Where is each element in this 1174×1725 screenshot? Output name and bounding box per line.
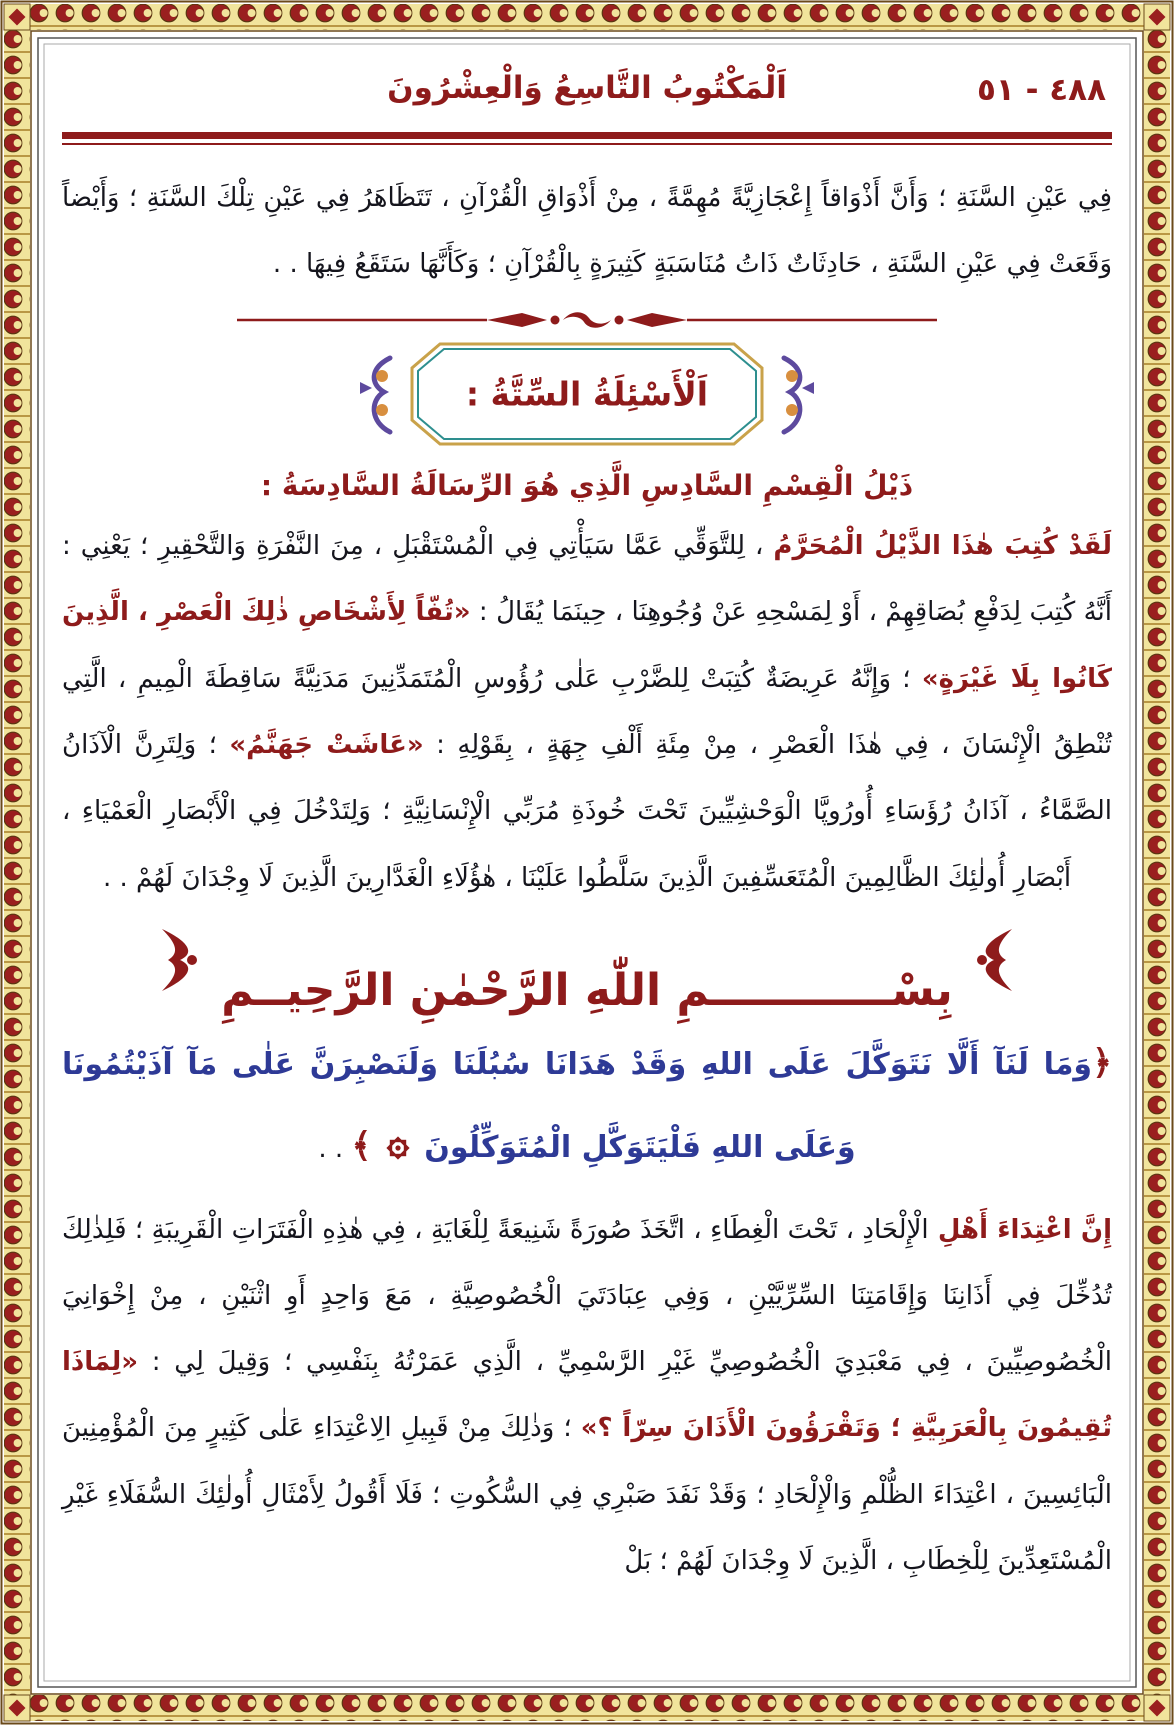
verse-open-bracket: ﴿ bbox=[1092, 1042, 1112, 1083]
text-segment: «لِمَاذَا تُقِيمُونَ بِالْعَرَبِيَّةِ ؛ وَتَقْرَؤُونَ الْأَذَانَ سِرّاً ؟» bbox=[62, 1347, 1112, 1444]
text-segment: لَقَدْ كُتِبَ هٰذَا الذَّيْلُ الْمُحَرَّمُ bbox=[773, 531, 1113, 562]
basmala-text: بِسْــــــــــــمِ اللّٰهِ الرَّحْمٰنِ الرَّحِيــمِ bbox=[221, 964, 953, 1016]
text-segment: الْإِلْحَادِ ، تَحْتَ الْغِطَاءِ ، اتَّخَذَ صُورَةً شَنِيعَةً لِلْغَايَةِ ، فِي هٰذِهِ الْفَتَرَاتِ الْقَرِيبَةِ ؛ فَلِذٰلِكَ تُدُخِّلَ فِي أَذَانِنَا وَإِقَامَتِنَا السِّرِّيَّيْنِ ، وَفِي عِبَادَتَيَ الْخُصُوصِيَّةِ ، مَعَ وَاحِدٍ أَوِ اثْنَيْنِ ، مِنْ إِخْوَانِيَ الْخُصُوصِيِّينَ ، فِي مَعْبَدِيَ الْخُصُوصِيِّ غَيْرِ الرَّسْمِيِّ ، الَّذِي عَمَرْتُهُ بِنَفْسِي ؛ وَقِيلَ لِي : bbox=[62, 1214, 1112, 1378]
page-header bbox=[62, 60, 1112, 124]
text-segment: ؛ وَذٰلِكَ مِنْ قَبِيلِ الِاعْتِدَاءِ عَلٰى كَثِيرٍ مِنَ الْمُؤْمِنِينَ الْبَائِسِينَ ، اعْتِدَاءَ الظُّلْمِ وَالْإِلْحَادِ ؛ وَقَدْ نَفَدَ صَبْرِي فِي السُّكُوتِ ؛ فَلَا أَقُولُ لِأَمْثَالِ أُولٰئِكَ السُّفَلَاءِ غَيْرِ الْمُسْتَعِدِّينَ لِلْخِطَابِ ، الَّذِينَ لَا وِجْدَانَ لَهُمْ ؛ بَلْ bbox=[62, 1413, 1112, 1577]
body-paragraph-1 bbox=[62, 513, 1112, 911]
section-divider bbox=[62, 308, 1112, 336]
section-title-box bbox=[352, 338, 822, 450]
intro-paragraph bbox=[62, 165, 1112, 298]
text-segment: ؛ وَإِنَّهُ عَرِيضَةٌ كُتِبَتْ لِلضَّرْبِ عَلٰى رُؤُوسِ الْمُتَمَدِّنِينَ مَدَنِيَّةً سَاقِطَةَ الْمِيمِ ، الَّتِي تُنْطِقُ الْإِنْسَانَ ، فِي هٰذَا الْعَصْرِ ، مِنْ مِئَةِ أَلْفِ جِهَةٍ ، بِقَوْلِهِ : bbox=[62, 663, 1112, 761]
text-segment: إِنَّ اعْتِدَاءَ أَهْلِ bbox=[928, 1214, 1112, 1245]
section-subtitle: ذَيْلُ الْقِسْمِ السَّادِسِ الَّذِي هُوَ الرِّسَالَةُ السَّادِسَةُ : bbox=[260, 468, 914, 502]
basmala bbox=[62, 925, 1112, 1016]
divider-flourish-icon bbox=[237, 308, 937, 332]
verse-trailer: . . bbox=[318, 1134, 352, 1165]
text-segment: فِي عَيْنِ السَّنَةِ ؛ وَأَنَّ أَذْوَاقاً إِعْجَازِيَّةً مُهِمَّةً ، مِنْ أَذْوَاقِ الْقُرْآنِ ، تَتَظَاهَرُ فِي عَيْنِ تِلْكَ السَّنَةِ ؛ وَأَيْضاً وَقَعَتْ فِي عَيْنِ السَّنَةِ ، حَادِثَاتٌ ذَاتُ مُنَاسَبَةٍ كَثِيرَةٍ بِالْقُرْآنِ ؛ وَكَأَنَّهَا سَتَقَعُ فِيهَا . . bbox=[62, 183, 1112, 280]
basmala-ornament-left-icon bbox=[156, 925, 206, 995]
rosette-icon bbox=[386, 1136, 410, 1160]
basmala-ornament-right-icon bbox=[968, 925, 1018, 995]
page-numbers: ٤٨٨ - ٥١ bbox=[976, 72, 1106, 108]
text-segment: ؛ وَلِتَرِنَّ الْآذَانُ الصَّمَّاءُ ، آذَانُ رُؤَسَاءِ أُورُوپَّا الْوَحْشِيِّينَ تَحْتَ خُوذَةِ مُرَبِّي الْإِنْسَانِيَّةِ ؛ وَلِتَدْخُلَ فِي الْأَبْصَارِ الْعَمْيَاءِ ، أَبْصَارِ أُولٰئِكَ الظَّالِمِينَ الْمُتَعَسِّفِينَ الَّذِينَ سَلَّطُوا عَلَيْنَا ، هٰؤُلَاءِ الْغَدَّارِينَ الَّذِينَ لَا وِجْدَانَ لَهُمْ . . bbox=[62, 730, 1112, 893]
chapter-title: اَلْمَكْتُوبُ التَّاسِعُ وَالْعِشْرُونَ bbox=[387, 70, 787, 106]
page-content bbox=[62, 60, 1112, 1675]
header-rule-thick bbox=[62, 132, 1112, 139]
body-paragraph-2 bbox=[62, 1197, 1112, 1595]
text-segment: «تُفّاً لِأَشْخَاصِ ذٰلِكَ الْعَصْرِ ، الَّذِينَ كَانُوا بِلَا غَيْرَةٍ» bbox=[62, 597, 1112, 694]
header-rule-thin bbox=[62, 143, 1112, 145]
verse-close-bracket: ﴾ bbox=[351, 1126, 372, 1167]
section-box-title: اَلْأَسْئِلَةُ السِّتَّةُ : bbox=[465, 374, 709, 414]
quran-verse bbox=[62, 1022, 1112, 1189]
text-segment: «عَاشَتْ جَهَنَّمُ» bbox=[229, 730, 424, 761]
text-segment: ، لِلتَّوَقِّي عَمَّا سَيَأْتِي فِي الْمُسْتَقْبَلِ ، مِنَ النَّفْرَةِ وَالتَّحْقِيرِ ؛ يَعْنِي : أَنَّهُ كُتِبَ لِدَفْعِ بُصَاقِهِمْ ، أَوْ لِمَسْحِهِ عَنْ وُجُوهِنَا ، حِينَمَا يُقَالُ : bbox=[62, 531, 1112, 628]
verse-text: وَمَا لَنَآ أَلَّا نَتَوَكَّلَ عَلَى اللهِ وَقَدْ هَدَانَا سُبُلَنَا وَلَنَصْبِرَنَّ عَلٰى مَآ آذَيْتُمُونَا وَعَلَى اللهِ فَلْيَتَوَكَّلِ الْمُتَوَكِّلُونَ bbox=[62, 1046, 1093, 1166]
